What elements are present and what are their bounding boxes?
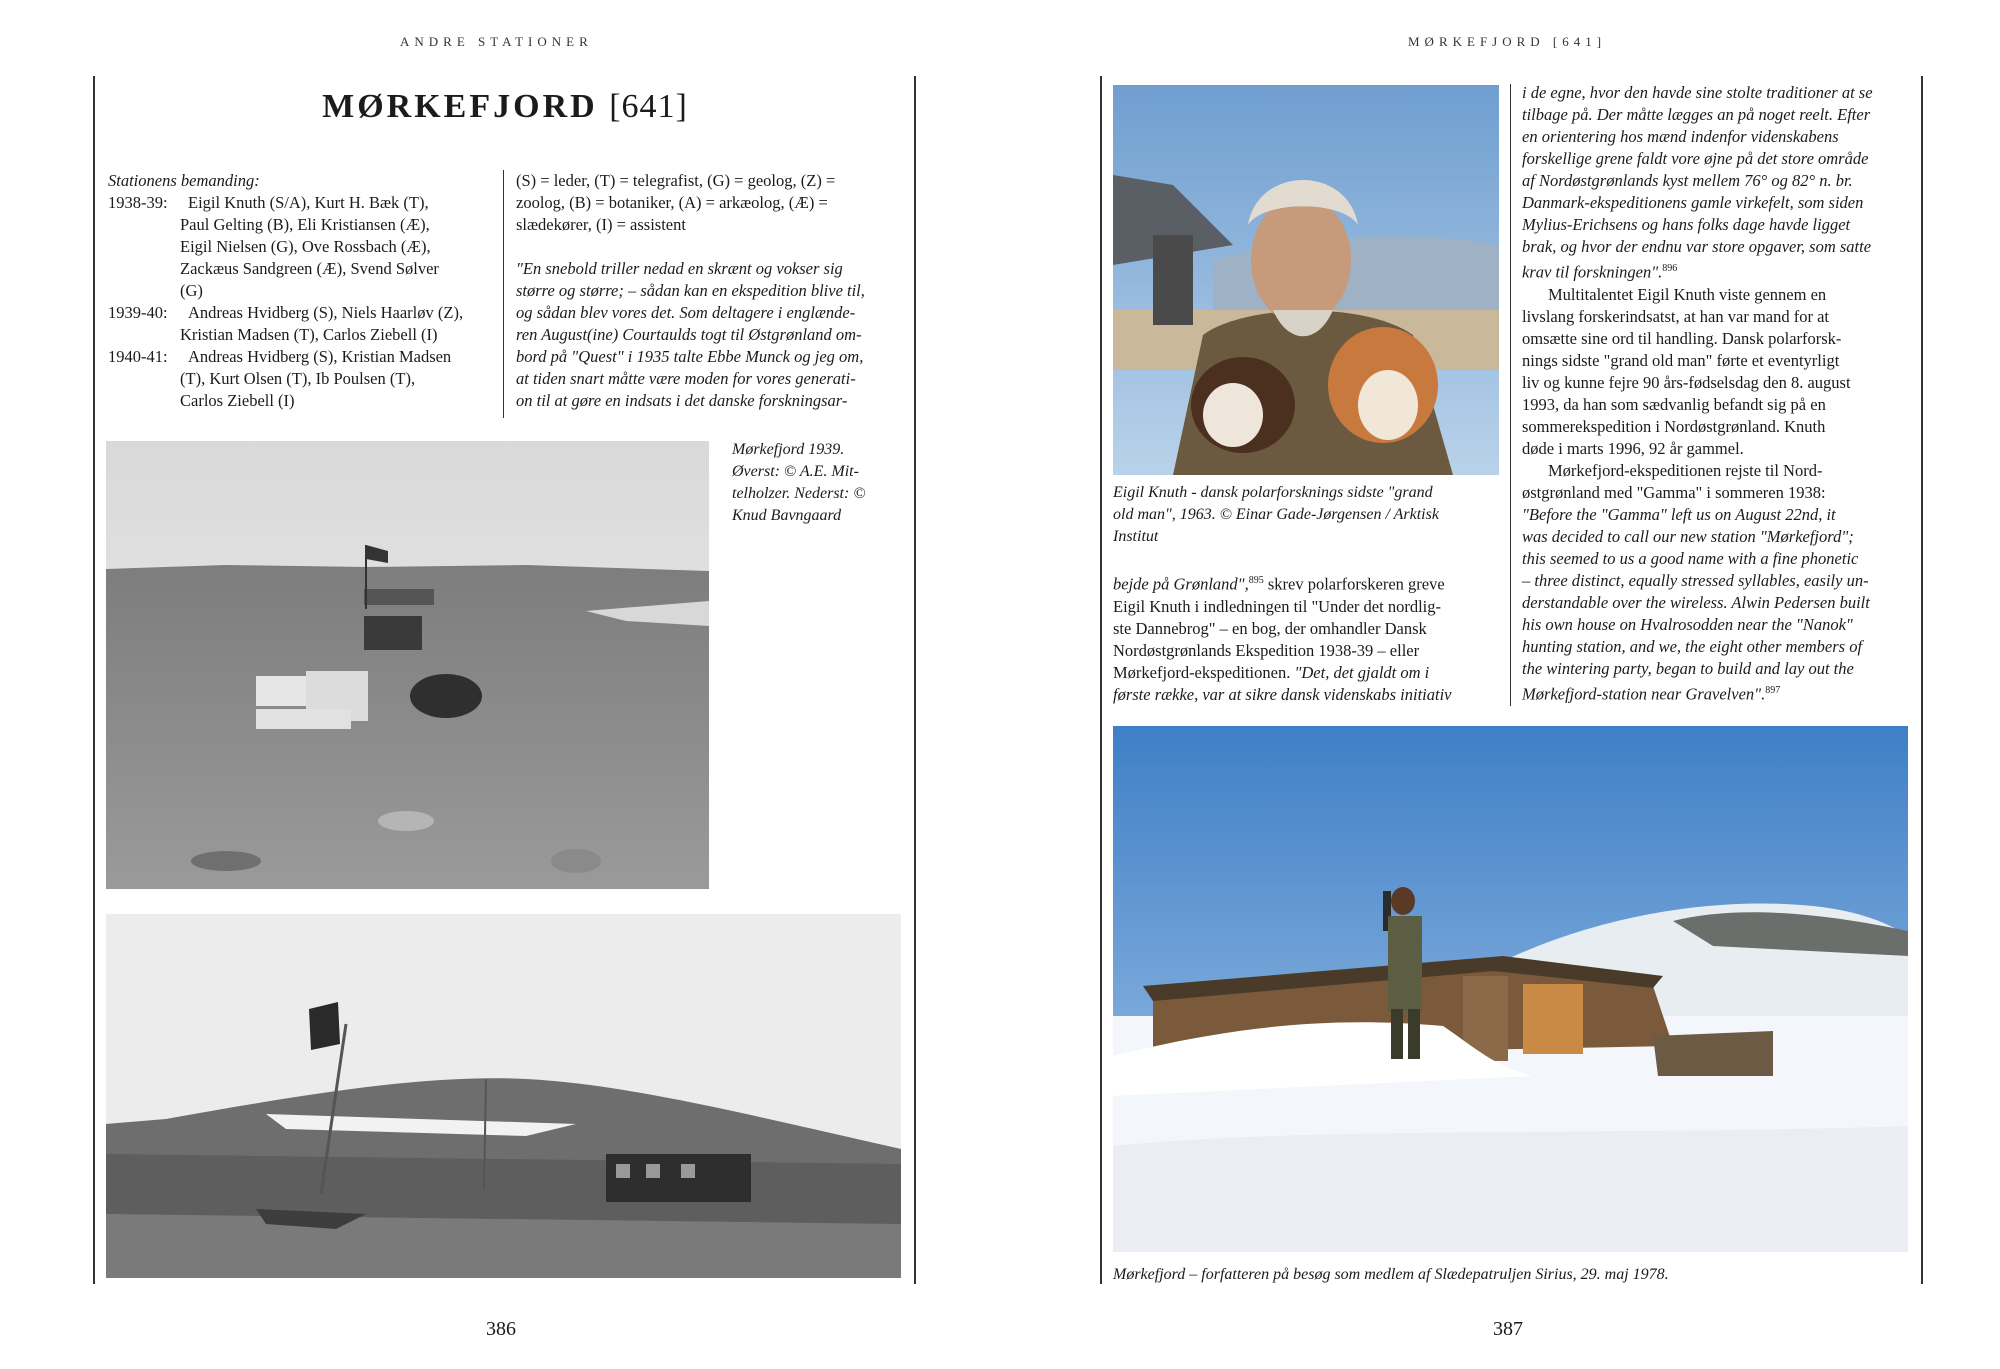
body-line xyxy=(1113,662,1505,684)
legend-block xyxy=(516,170,916,236)
right-right-column-text xyxy=(1522,82,1922,705)
quote-line: ren August(ine) Courtaulds togt til Østgrønland om- xyxy=(516,325,862,344)
legend-line: slædekører, (I) = assistent xyxy=(516,215,686,234)
body-line: his own house on Hvalrosodden near the "Nanok" xyxy=(1522,614,1853,634)
quote-line: on til at gøre en indsats i det danske forskningsar- xyxy=(516,391,848,410)
body-line: derstandable over the wireless. Alwin Pedersen built xyxy=(1522,592,1870,612)
photo-station-1978 xyxy=(1113,726,1908,1252)
crew-year-label: 1939-40: xyxy=(108,303,168,322)
right-left-column-text xyxy=(1113,570,1505,706)
crew-heading: Stationens bemanding: xyxy=(108,171,260,190)
body-line: "Before the "Gamma" left us on August 22nd, it xyxy=(1522,504,1836,524)
right-running-head: MØRKEFJORD [641] xyxy=(1408,34,1607,49)
caption-line: Institut xyxy=(1113,528,1159,545)
intro-quote xyxy=(516,258,916,412)
caption-line: Mørkefjord 1939. xyxy=(732,441,845,458)
body-line: tilbage på. Der måtte lægges an på noget reelt. Efter xyxy=(1522,105,1871,124)
crew-line: Carlos Ziebell (I) xyxy=(180,391,295,410)
photo-station-1939-bottom xyxy=(106,914,901,1278)
title-number: [641] xyxy=(609,88,688,125)
title-text: MØRKEFJORD xyxy=(322,88,598,125)
crew-line: (G) xyxy=(180,281,203,300)
crew-year-1939 xyxy=(108,302,498,346)
body-line xyxy=(1113,570,1505,596)
body-line: 1993, da han som sædvanlig befandt sig på en xyxy=(1522,394,1826,414)
body-italic: krav til forskningen". xyxy=(1522,262,1663,282)
caption-line: Eigil Knuth - dansk polarforsknings sidste "grand xyxy=(1113,484,1433,501)
crew-year-label: 1940-41: xyxy=(108,347,168,366)
body-line: Eigil Knuth i indledningen til "Under det nordlig- xyxy=(1113,596,1441,616)
crew-block xyxy=(108,170,498,412)
crew-year-1938 xyxy=(108,192,498,302)
body-italic: Mørkefjord-station near Gravelven". xyxy=(1522,684,1766,703)
footnote-ref: 896 xyxy=(1662,263,1678,274)
quote-line: "En snebold triller nedad en skrænt og vokser sig xyxy=(516,259,843,278)
crew-year-1940 xyxy=(108,346,498,412)
body-roman: skrev polarforskeren greve xyxy=(1263,574,1445,594)
caption-line: Øverst: © A.E. Mit- xyxy=(732,463,859,480)
crew-line: Eigil Knuth (S/A), Kurt H. Bæk (T), xyxy=(188,193,429,212)
body-line: omsætte sine ord til handling. Dansk polarforsk- xyxy=(1522,328,1842,348)
crew-line: (T), Kurt Olsen (T), Ib Poulsen (T), xyxy=(180,369,416,388)
body-line: Danmark-ekspeditionens gamle virkefelt, som siden xyxy=(1522,193,1864,212)
body-roman: Mørkefjord-ekspeditionen. xyxy=(1113,662,1295,682)
column-divider xyxy=(503,170,504,418)
body-italic: bejde på Grønland", xyxy=(1113,574,1249,594)
body-line: østgrønland med "Gamma" i sommeren 1938: xyxy=(1522,482,1826,502)
photo-station-1939-top xyxy=(106,441,709,889)
body-line: Mørkefjord-ekspeditionen rejste til Nord- xyxy=(1548,460,1823,480)
body-line: af Nordøstgrønlands kyst mellem 76° og 82° n. br. xyxy=(1522,171,1853,190)
body-line: – three distinct, equally stressed syllables, easily un- xyxy=(1522,570,1869,590)
crew-line: Andreas Hvidberg (S), Kristian Madsen xyxy=(188,347,452,366)
legend-line: zoolog, (B) = botaniker, (A) = arkæolog, (Æ) = xyxy=(516,193,828,212)
body-line: døde i marts 1996, 92 år gammel. xyxy=(1522,438,1744,458)
body-line: første række, var at sikre dansk videnskabs initiativ xyxy=(1113,684,1452,704)
caption-line: telholzer. Nederst: © xyxy=(732,485,866,502)
body-line: Multitalentet Eigil Knuth viste gennem en xyxy=(1548,284,1827,304)
crew-line: Kristian Madsen (T), Carlos Ziebell (I) xyxy=(180,325,438,344)
page-title xyxy=(96,88,914,126)
quote-line: at tiden snart måtte være moden for vores generati- xyxy=(516,369,856,388)
portrait-caption xyxy=(1113,482,1503,548)
caption-line: Knud Bavngaard xyxy=(732,507,842,524)
right-page-number: 387 xyxy=(1493,1318,1523,1340)
body-line xyxy=(1522,258,1922,284)
body-line: Nordøstgrønlands Ekspedition 1938-39 – eller xyxy=(1113,640,1420,660)
body-line: sommerekspedition i Nordøstgrønland. Knuth xyxy=(1522,416,1826,436)
body-line: liv og kunne fejre 90 års-fødselsdag den 8. august xyxy=(1522,372,1851,392)
quote-line: bord på "Quest" i 1935 talte Ebbe Munck og jeg om, xyxy=(516,347,864,366)
body-line: livslang forskerindsatst, at han var mand for at xyxy=(1522,306,1829,326)
body-line: ste Dannebrog" – en bog, der omhandler Dansk xyxy=(1113,618,1427,638)
quote-line: og sådan blev vores det. Som deltagere i englænde- xyxy=(516,303,856,322)
body-italic: "Det, det gjaldt om i xyxy=(1294,662,1430,682)
body-line xyxy=(1522,680,1922,706)
crew-line: Eigil Nielsen (G), Ove Rossbach (Æ), xyxy=(180,237,431,256)
crew-line: Paul Gelting (B), Eli Kristiansen (Æ), xyxy=(180,215,430,234)
body-line: this seemed to us a good name with a fine phonetic xyxy=(1522,548,1859,568)
left-running-head: ANDRE STATIONER xyxy=(400,34,593,49)
right-column-divider xyxy=(1510,84,1511,706)
legend-line: (S) = leder, (T) = telegrafist, (G) = geolog, (Z) = xyxy=(516,171,836,190)
body-line: was decided to call our new station "Mørkefjord"; xyxy=(1522,526,1854,546)
caption-line: old man", 1963. © Einar Gade-Jørgensen / Arktisk xyxy=(1113,506,1439,523)
left-outer-rule xyxy=(93,76,95,1284)
photo-portrait-knuth xyxy=(1113,85,1499,475)
body-line: forskellige grene faldt vore øjne på det store område xyxy=(1522,149,1869,168)
body-line: i de egne, hvor den havde sine stolte traditioner at se xyxy=(1522,83,1873,102)
body-line: hunting station, and we, the eight other members of xyxy=(1522,636,1863,656)
body-line: en orientering hos mænd indenfor videnskabens xyxy=(1522,127,1839,146)
crew-line: Zackæus Sandgreen (Æ), Svend Sølver xyxy=(180,259,439,278)
bottom-photo-caption: Mørkefjord – forfatteren på besøg som medlem af Slædepatruljen Sirius, 29. maj 1978. xyxy=(1113,1266,1669,1283)
left-photo-caption xyxy=(732,439,902,527)
body-line: Mylius-Erichsens og hans folks dage havde ligget xyxy=(1522,215,1851,234)
footnote-ref: 897 xyxy=(1765,684,1781,696)
quote-line: større og større; – sådan kan en ekspedition blive til, xyxy=(516,281,865,300)
footnote-ref: 895 xyxy=(1248,575,1264,586)
crew-line: Andreas Hvidberg (S), Niels Haarløv (Z), xyxy=(188,303,464,322)
body-line: brak, og hvor der endnu var store opgaver, som satte xyxy=(1522,237,1872,256)
body-line: the wintering party, began to build and lay out the xyxy=(1522,658,1854,678)
left-page-number: 386 xyxy=(486,1318,516,1340)
body-line: nings sidste "grand old man" førte et eventyrligt xyxy=(1522,350,1840,370)
right-inner-rule xyxy=(1100,76,1102,1284)
crew-year-label: 1938-39: xyxy=(108,193,168,212)
